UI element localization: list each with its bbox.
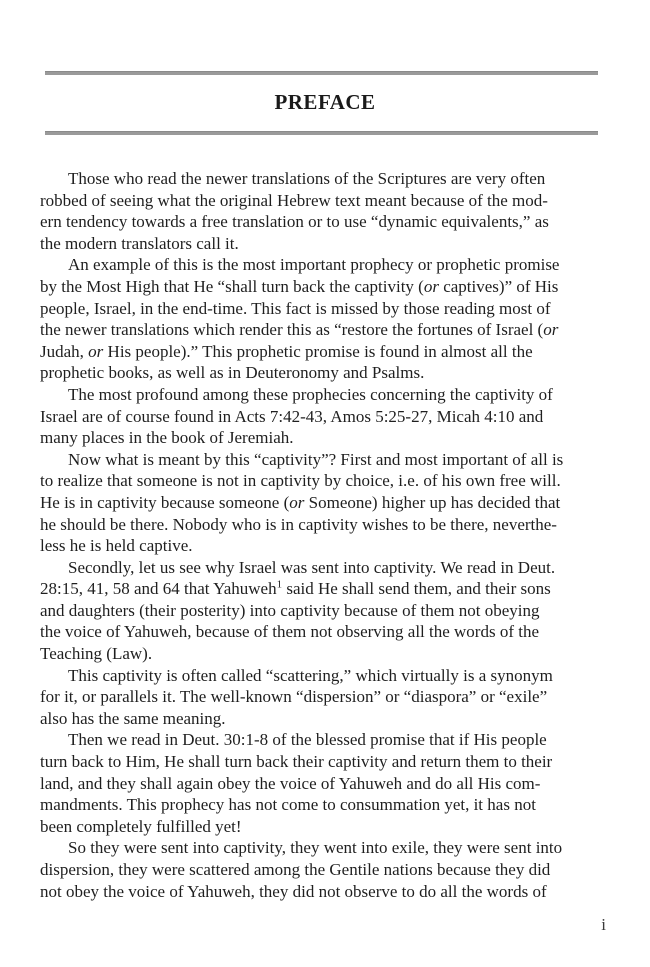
paragraph	[40, 449, 620, 557]
text-run: said He shall send them, and their sons	[282, 579, 551, 599]
text-run: Now what is meant by this “captivity”? First and most important of all is	[68, 449, 564, 469]
text-run: turn back to Him, He shall turn back their captivity and return them to their	[40, 752, 553, 772]
paragraph	[40, 557, 620, 665]
text-run: or	[289, 492, 305, 512]
text-run: or	[423, 276, 439, 296]
text-run: for it, or parallels it. The well-known “dispersion” or “diaspora” or “exile”	[40, 687, 548, 707]
paragraph	[40, 837, 620, 902]
text-run: or	[88, 341, 104, 361]
text-run: the modern translators call it.	[40, 233, 239, 253]
text-run: less he is held captive.	[40, 536, 193, 556]
text-run: by the Most High that He “shall turn back the captivity (	[40, 276, 424, 296]
text-run: This captivity is often called “scattering,” which virtually is a synonym	[68, 665, 553, 685]
text-run: Israel are of course found in Acts 7:42-43, Amos 5:25-27, Micah 4:10 and	[40, 406, 544, 426]
text-run: dispersion, they were scattered among the Gentile nations because they did	[40, 860, 551, 879]
text-run: An example of this is the most important prophecy or prophetic promise	[68, 255, 560, 275]
text-run: Teaching (Law).	[40, 644, 153, 664]
text-run: also has the same meaning.	[40, 708, 226, 728]
text-run: The most profound among these prophecies concerning the captivity of	[68, 384, 553, 404]
text-run: Judah,	[40, 341, 89, 361]
text-run: Those who read the newer translations of the Scriptures are very often	[68, 169, 546, 188]
page-number: i	[601, 915, 606, 934]
text-run: Someone) higher up has decided that	[304, 492, 561, 512]
text-run: Then we read in Deut. 30:1-8 of the blessed promise that if His people	[68, 730, 547, 750]
text-run: and daughters (their posterity) into captivity because of them not obeying	[40, 600, 540, 620]
paragraph	[40, 384, 620, 449]
text-run: He is in captivity because someone (	[40, 492, 290, 512]
text-run: to realize that someone is not in captivity by choice, i.e. of his own free will.	[40, 471, 561, 491]
text-run: captives)” of His	[438, 276, 559, 296]
paragraph	[40, 729, 620, 837]
horizontal-rule-bottom	[45, 131, 598, 135]
text-run: prophetic books, as well as in Deuteronomy and Psalms.	[40, 363, 425, 383]
text-run: he should be there. Nobody who is in captivity wishes to be there, neverthe-	[40, 514, 557, 534]
text-run: been completely fulfilled yet!	[40, 816, 242, 836]
footnote-marker: 1	[276, 578, 283, 591]
horizontal-rule-top	[45, 71, 598, 75]
text-run: ern tendency towards a free translation or to use “dynamic equivalents,” as	[40, 212, 549, 232]
text-run: His people).” This prophetic promise is found in almost all the	[103, 341, 533, 361]
paragraph	[40, 665, 620, 730]
page-title: PREFACE	[274, 90, 376, 114]
paragraph	[40, 254, 620, 384]
text-run: Secondly, let us see why Israel was sent into captivity. We read in Deut.	[68, 557, 556, 577]
text-run: land, and they shall again obey the voice of Yahuweh and do all His com-	[40, 773, 541, 793]
text-run: mandments. This prophecy has not come to consummation yet, it has not	[40, 795, 536, 815]
text-run: people, Israel, in the end-time. This fact is missed by those reading most of	[40, 298, 551, 318]
document-body	[40, 168, 620, 902]
text-run: So they were sent into captivity, they went into exile, they were sent into	[68, 838, 563, 858]
paragraph	[40, 168, 620, 254]
text-run: robbed of seeing what the original Hebrew text meant because of the mod-	[40, 190, 548, 210]
text-run: the newer translations which render this as “restore the fortunes of Israel (	[40, 320, 544, 340]
text-run: 28:15, 41, 58 and 64 that Yahuweh	[40, 579, 277, 599]
text-run: or	[543, 320, 559, 340]
text-run: not obey the voice of Yahuweh, they did not observe to do all the words of	[40, 881, 547, 901]
text-run: many places in the book of Jeremiah.	[40, 428, 294, 448]
text-run: the voice of Yahuweh, because of them not observing all the words of the	[40, 622, 540, 642]
